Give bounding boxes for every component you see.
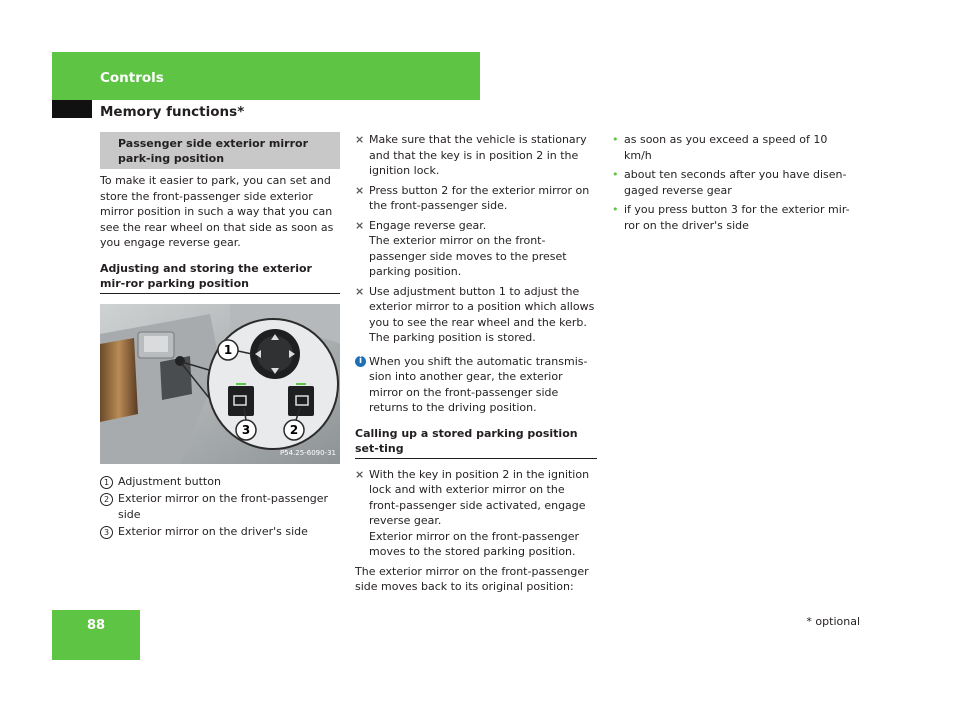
photo-label-1: 1	[223, 342, 233, 357]
instruction-step: ⨯ Use adjustment button 1 to adjust the exterior mirror to a position which allows you to see the rear wheel and the kerb. The parking position is stored.	[355, 284, 595, 344]
photo-label-3: 3	[241, 422, 251, 437]
optional-footnote: * optional	[806, 615, 860, 628]
closing-paragraph: The exterior mirror on the front-passenger side moves back to its original position:	[355, 564, 589, 593]
photo-label-2: 2	[289, 422, 299, 437]
step-arrow-icon: ⨯	[355, 467, 365, 481]
step-arrow-icon: ⨯	[355, 183, 365, 197]
recall-subheading: Calling up a stored parking position set-ting	[355, 426, 597, 459]
mirror-controls-photo	[100, 304, 340, 464]
column-2	[355, 132, 597, 595]
list-item: • if you press button 3 for the exterior mir-ror on the driver's side	[612, 203, 850, 232]
instruction-step: ⨯ Engage reverse gear. The exterior mirror on the front-passenger side moves to the preset parking position.	[355, 218, 567, 278]
callout-number: 3	[100, 526, 113, 539]
bullet-icon: •	[612, 168, 619, 181]
callout-number: 2	[100, 493, 113, 506]
page-heading: Memory functions*	[100, 104, 245, 120]
instruction-step: ⨯ Press button 2 for the exterior mirror on the front-passenger side.	[355, 183, 590, 212]
instruction-step: ⨯ With the key in position 2 in the ignition lock and with exterior mirror on the front-passenger side activated, engage reverse gear. Exterior mirror on the front-passenger moves to the stored parking position.	[355, 467, 590, 558]
info-note: i When you shift the automatic transmis-sion into another gear, the exterior mirror on the front-passenger side returns to the driving position.	[355, 354, 597, 416]
instruction-step: ⨯ Make sure that the vehicle is stationary and that the key is in position 2 in the ignition lock.	[355, 133, 587, 177]
step-arrow-icon: ⨯	[355, 218, 365, 232]
column-3	[612, 132, 856, 237]
bullet-icon: •	[612, 133, 619, 146]
black-tab-marker	[52, 100, 92, 118]
passenger-mirror-section-title: Passenger side exterior mirror park-ing position	[100, 132, 340, 169]
callout-number: 1	[100, 476, 113, 489]
intro-paragraph: To make it easier to park, you can set and store the front-passenger side exterior mirror position in such a way that you can see the rear wheel on that side as soon as you engage reverse gear.	[100, 174, 334, 249]
step-arrow-icon: ⨯	[355, 133, 365, 146]
column-1	[100, 132, 340, 542]
page-number: 88	[86, 618, 106, 633]
bullet-icon: •	[612, 203, 619, 216]
section-title: Controls	[100, 70, 164, 86]
legend-item: 2 Exterior mirror on the front-passenger side	[100, 491, 340, 522]
adjust-store-subheading: Adjusting and storing the exterior mir-ror parking position	[100, 261, 340, 294]
legend-item: 1 Adjustment button	[100, 474, 340, 490]
list-item: • as soon as you exceed a speed of 10 km/h	[612, 133, 828, 162]
photo-code: P54.25-6090-31	[279, 449, 336, 457]
step-arrow-icon: ⨯	[355, 284, 365, 298]
legend-item: 3 Exterior mirror on the driver's side	[100, 524, 340, 540]
info-icon: i	[355, 356, 366, 367]
list-item: • about ten seconds after you have disen-gaged reverse gear	[612, 168, 847, 197]
